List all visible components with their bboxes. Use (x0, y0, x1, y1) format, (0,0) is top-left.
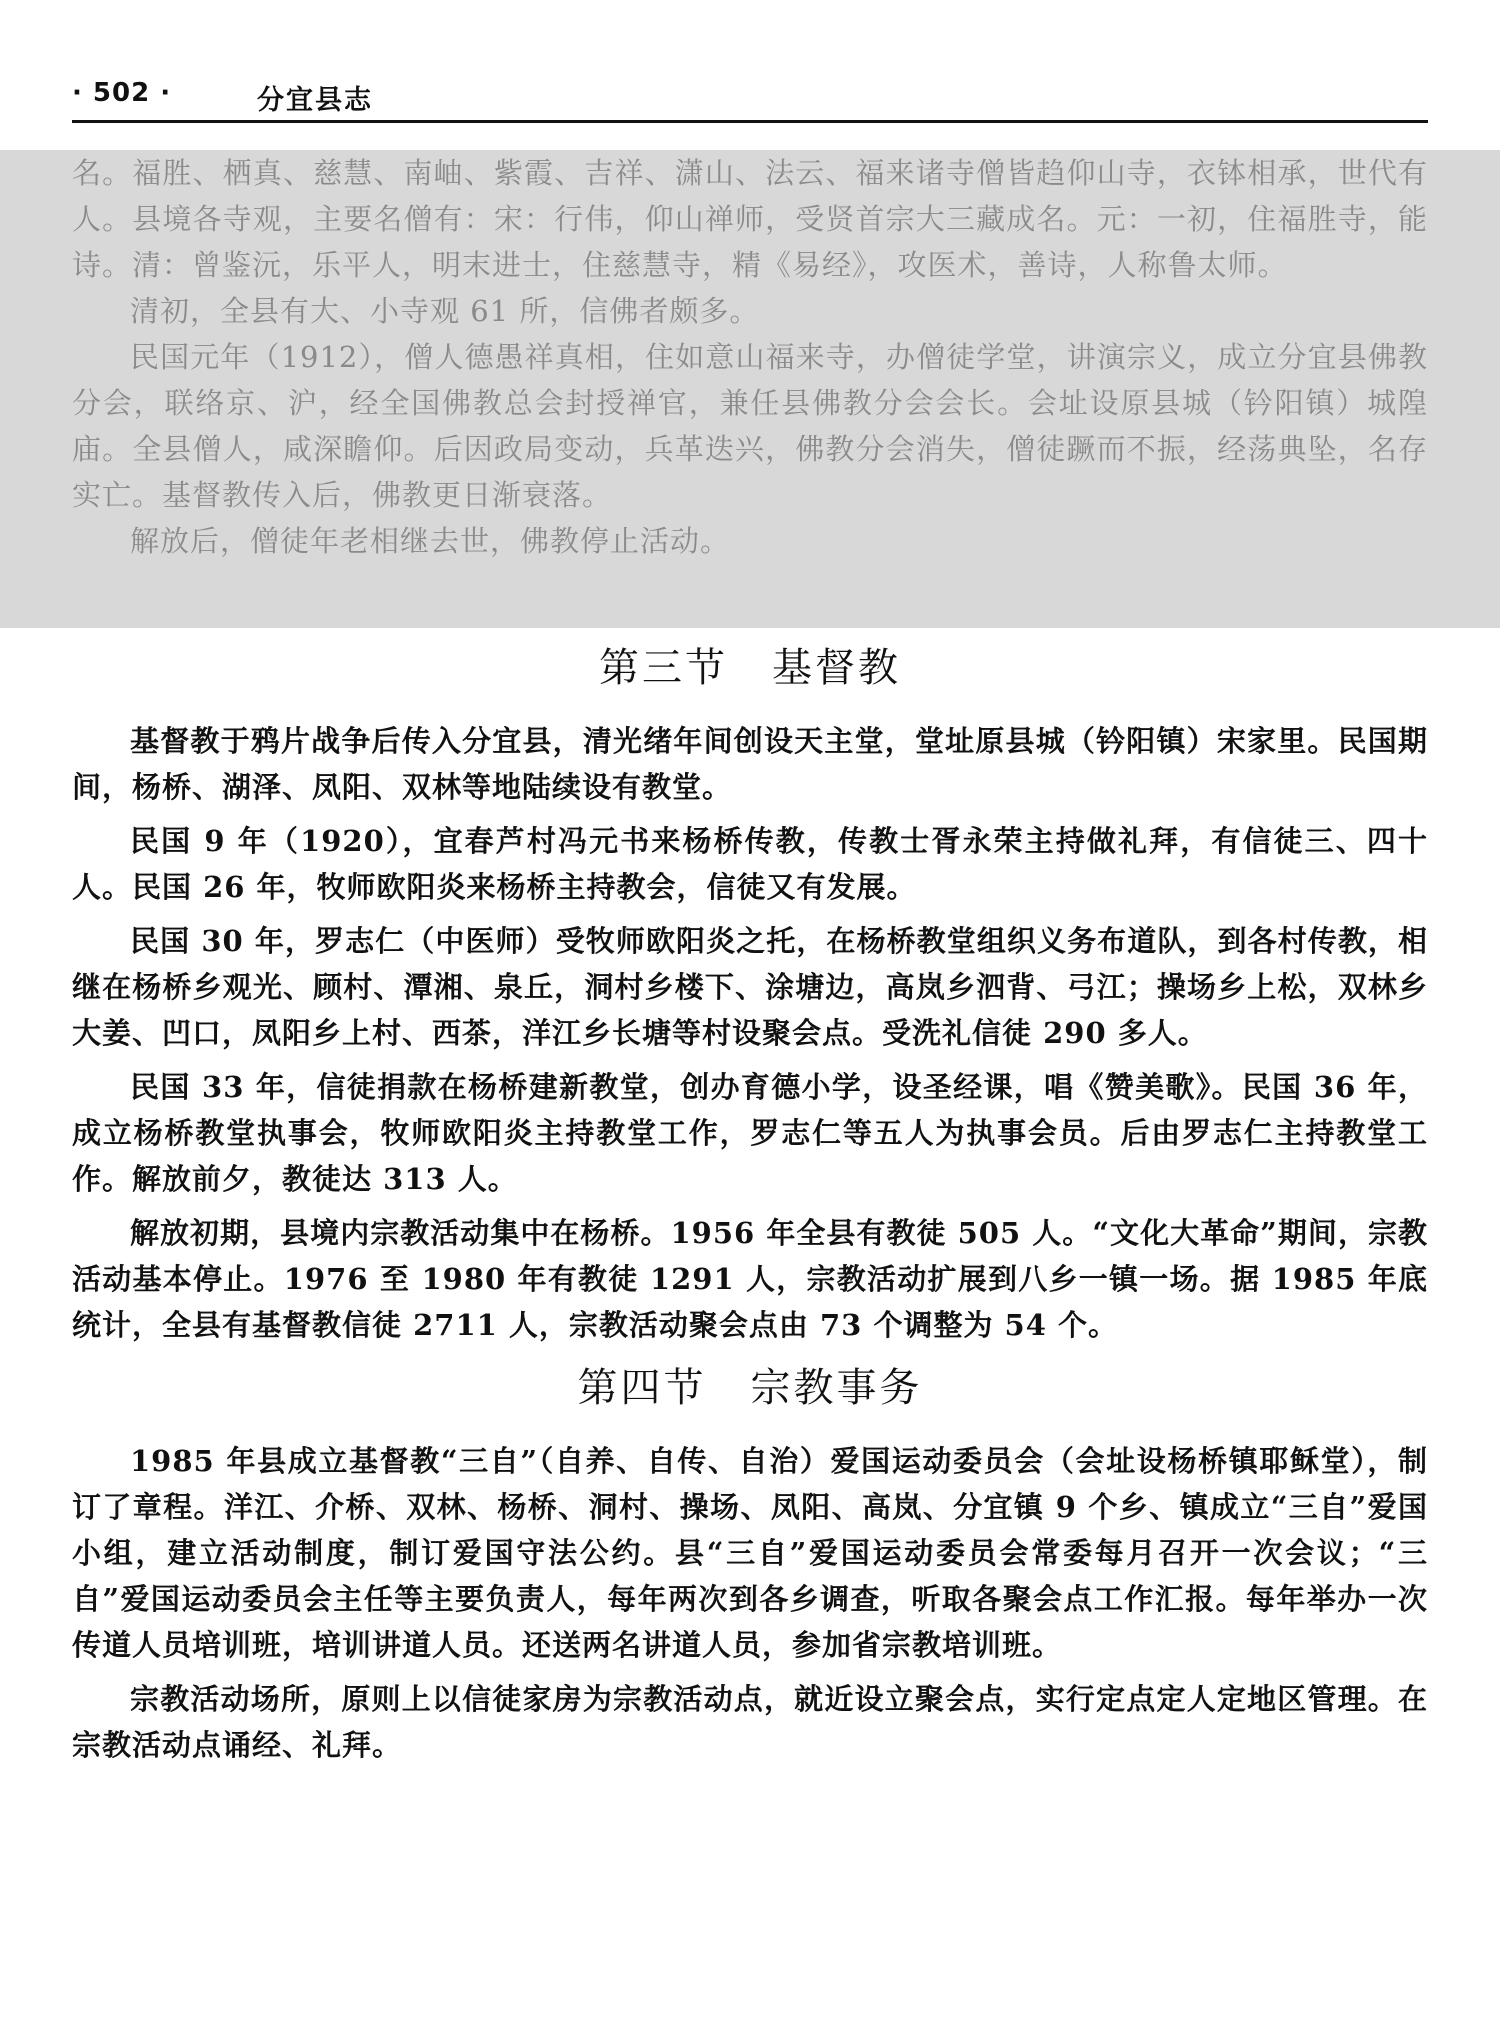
section-number: 第四节 (577, 1365, 707, 1411)
section-heading (72, 1360, 1428, 1416)
paragraph: 民国 33 年，信徒捐款在杨桥建新教堂，创办育德小学，设圣经课，唱《赞美歌》。民国 36 年，成立杨桥教堂执事会，牧师欧阳炎主持教堂工作，罗志仁等五人为执事会员。后由罗志仁主持教堂工作。解放前夕，教徒达 313 人。 (72, 1070, 1428, 1196)
page-number: · 502 · (72, 78, 172, 108)
paragraph: 解放初期，县境内宗教活动集中在杨桥。1956 年全县有教徒 505 人。“文化大革命”期间，宗教活动基本停止。1976 至 1980 年有教徒 1291 人，宗教活动扩展到八乡一镇一场。据 1985 年底统计，全县有基督教信徒 2711 人，宗教活动聚会点由 73 个调整为 54 个。 (72, 1216, 1428, 1342)
section-religious-affairs (72, 1360, 1428, 1768)
paragraph: 解放后，僧徒年老相继去世，佛教停止活动。 (130, 524, 731, 558)
paragraph: 基督教于鸦片战争后传入分宜县，清光绪年间创设天主堂，堂址原县城（钤阳镇）宋家里。民国期间，杨桥、湖泽、凤阳、双林等地陆续设有教堂。 (72, 724, 1428, 804)
section-christianity (72, 640, 1428, 1348)
paragraph: 民国 30 年，罗志仁（中医师）受牧师欧阳炎之托，在杨桥教堂组织义务布道队，到各村传教，相继在杨桥乡观光、顾村、潭湘、泉丘，洞村乡楼下、涂塘边，高岚乡泗背、弓江；操场乡上松，双林乡大姜、凹口，凤阳乡上村、西茶，洋江乡长塘等村设聚会点。受洗礼信徒 290 多人。 (72, 924, 1428, 1050)
paragraph: 1985 年县成立基督教“三自”（自养、自传、自治）爱国运动委员会（会址设杨桥镇耶稣堂），制订了章程。洋江、介桥、双林、杨桥、洞村、操场、凤阳、高岚、分宜镇 9 个乡、镇成立“三自”爱国小组，建立活动制度，制订爱国守法公约。县“三自”爱国运动委员会常委每月召开一次会议；“三自”爱国运动委员会主任等主要负责人，每年两次到各乡调查，听取各聚会点工作汇报。每年举办一次传道人员培训班，培训讲道人员。还送两名讲道人员，参加省宗教培训班。 (72, 1444, 1428, 1662)
section-number: 第三节 (599, 645, 728, 691)
page-header (72, 74, 1428, 123)
paragraph: 清初，全县有大、小寺观 61 所，信佛者颇多。 (130, 294, 760, 328)
page-content (72, 150, 1428, 1776)
section-title: 基督教 (772, 645, 901, 691)
section-title: 宗教事务 (750, 1365, 923, 1411)
section-heading (72, 640, 1428, 696)
faded-previous-section (72, 150, 1428, 628)
paragraph: 名。福胜、栖真、慈慧、南岫、紫霞、吉祥、潇山、法云、福来诸寺僧皆趋仰山寺，衣钵相承，世代有人。县境各寺观，主要名僧有：宋：行伟，仰山禅师，受贤首宗大三藏成名。元：一初，住福胜寺，能诗。清：曾鉴沅，乐平人，明末进士，住慈慧寺，精《易经》，攻医术，善诗，人称鲁太师。 (72, 156, 1428, 282)
paragraph: 宗教活动场所，原则上以信徒家房为宗教活动点，就近设立聚会点，实行定点定人定地区管理。在宗教活动点诵经、礼拜。 (72, 1682, 1428, 1762)
paragraph: 民国 9 年（1920），宜春芦村冯元书来杨桥传教，传教士胥永荣主持做礼拜，有信徒三、四十人。民国 26 年，牧师欧阳炎来杨桥主持教会，信徒又有发展。 (72, 824, 1428, 904)
book-title: 分宜县志 (257, 85, 373, 116)
paragraph: 民国元年（1912），僧人德愚祥真相，住如意山福来寺，办僧徒学堂，讲演宗义，成立分宜县佛教分会，联络京、沪，经全国佛教总会封授禅官，兼任县佛教分会会长。会址设原县城（钤阳镇）城隍庙。全县僧人，咸深瞻仰。后因政局变动，兵革迭兴，佛教分会消失，僧徒蹶而不振，经荡典坠，名存实亡。基督教传入后，佛教更日渐衰落。 (72, 340, 1428, 512)
